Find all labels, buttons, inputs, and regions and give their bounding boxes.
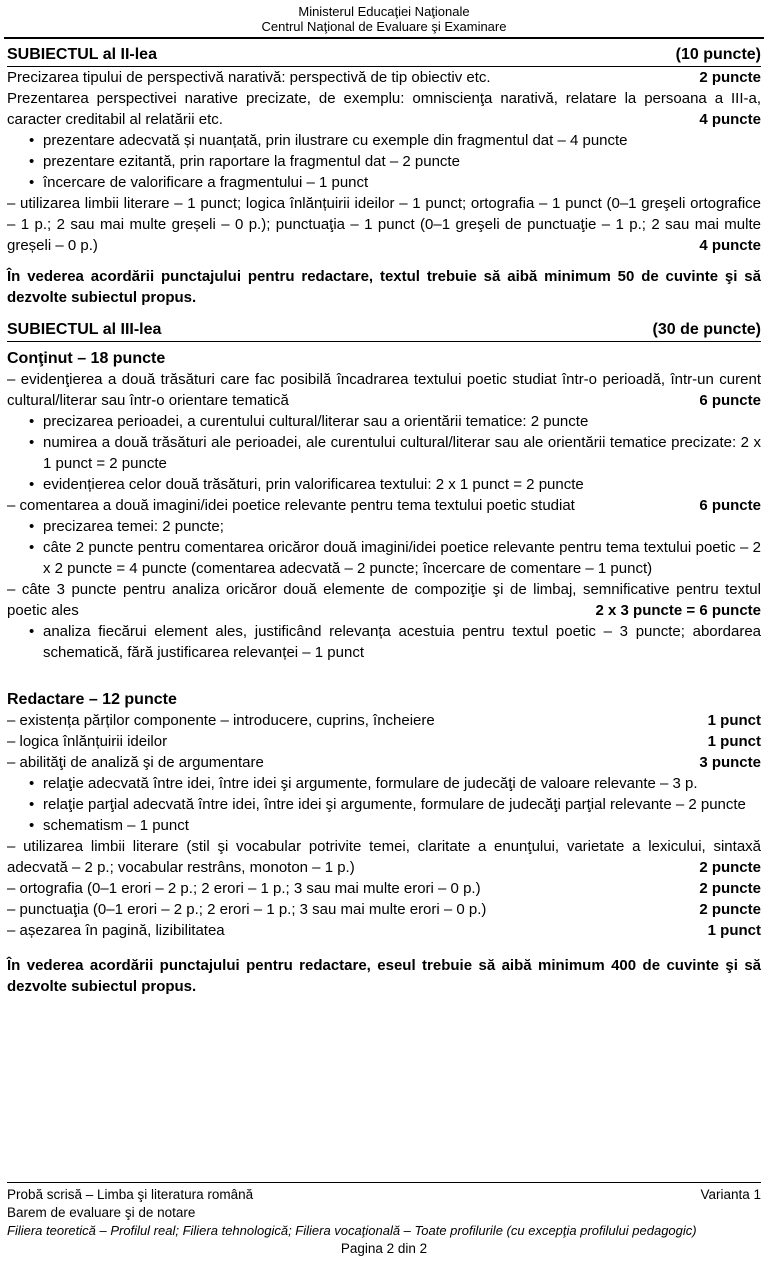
footer-exam-row	[7, 1186, 761, 1204]
subject2-title: SUBIECTUL al II-lea	[7, 46, 157, 63]
criterion-points: 1 punct	[707, 733, 761, 750]
criterion-points: 6 puncte	[699, 392, 761, 409]
content-subheading: Conţinut – 18 puncte	[7, 350, 166, 367]
criterion-row	[7, 369, 761, 411]
criterion-points: 1 punct	[707, 922, 761, 939]
header-divider	[4, 37, 764, 39]
criterion-points: 1 punct	[707, 712, 761, 729]
criterion-text: – comentarea a două imagini/idei poetice relevante pentru tema textului poetic studiat	[7, 497, 575, 514]
criterion-row	[7, 920, 761, 941]
criterion-text: – punctuaţia (0–1 erori – 2 p.; 2 erori – 1 p.; 3 sau mai multe erori – 0 p.)	[7, 901, 487, 918]
criterion-points: 2 x 3 puncte = 6 puncte	[595, 602, 761, 619]
center-name: Centrul Naţional de Evaluare şi Examinare	[261, 19, 507, 34]
footer-doc-type: Barem de evaluare şi de notare	[7, 1205, 196, 1220]
criterion-text: – utilizarea limbii literare (stil şi vocabular potrivite temei, claritate a enunţului, varietate a lexicului, sintaxă adecvată – 2 p.; vocabular restrâns, monoton – 1 p.)	[7, 838, 761, 876]
criterion-row	[7, 88, 761, 130]
subject3-points: (30 de puncte)	[652, 321, 761, 338]
criterion-text: – utilizarea limbii literare – 1 punct; logica înlănțuirii ideilor – 1 punct; ortografia – 1 punct (0–1 greşeli ortografice – 1 p.; 2 sau mai multe greșeli – 0 p.); punctuaţia – 1 punct (0–1 greşeli de punctuaţie – 1 p.; 2 sau mai multe greșeli – 0 p.)	[7, 195, 761, 254]
criterion-points: 2 puncte	[699, 880, 761, 897]
subject2-note: În vederea acordării punctajului pentru redactare, textul trebuie să aibă minimum 50 de cuvinte şi să dezvolte subiectul propus.	[7, 268, 761, 306]
criterion-text: Prezentarea perspectivei narative precizate, de exemplu: omniscienţa narativă, relatare la persoana a III-a, caracter creditabil al relatării etc.	[7, 90, 761, 128]
criterion-points: 2 puncte	[699, 859, 761, 876]
bullet-item: • analiza fiecărui element ales, justificând relevanța acestuia pentru textul poetic – 3 puncte; abordarea schematică, fără justificarea relevanței – 1 punct	[28, 621, 761, 663]
bullet-item: • evidențierea celor două trăsături, prin valorificarea textului: 2 x 1 punct = 2 puncte	[28, 474, 761, 495]
criterion-text: – evidenţierea a două trăsături care fac posibilă încadrarea textului poetic studiat într-o perioadă, într-un curent cultural/literar sau într-o orientare tematică	[7, 371, 761, 409]
criterion-row	[7, 67, 761, 88]
subject3-note: În vederea acordării punctajului pentru redactare, eseul trebuie să aibă minimum 400 de cuvinte şi să dezvolte subiectul propus.	[7, 957, 761, 995]
ministry-header	[7, 4, 761, 34]
criterion-row	[7, 878, 761, 899]
criterion-row	[7, 579, 761, 621]
ministry-name: Ministerul Educaţiei Naţionale	[298, 4, 470, 19]
bullet-item: • precizarea temei: 2 puncte;	[28, 516, 761, 537]
criterion-row	[7, 710, 761, 731]
footer-track-info: Filiera teoretică – Profilul real; Filiera tehnologică; Filiera vocaţională – Toate profilurile (cu excepţia profilului pedagogic)	[7, 1223, 697, 1238]
criterion-points: 3 puncte	[699, 754, 761, 771]
criterion-text: – abilităţi de analiză şi de argumentare	[7, 754, 264, 771]
criterion-row	[7, 752, 761, 773]
criterion-points: 2 puncte	[699, 69, 761, 86]
bullet-item: • precizarea perioadei, a curentului cultural/literar sau a orientării tematice: 2 puncte	[28, 411, 761, 432]
bullet-item: • încercare de valorificare a fragmentului – 1 punct	[28, 172, 761, 193]
page-footer	[7, 1182, 761, 1258]
bullet-item: • relaţie parţial adecvată între idei, între idei şi argumente, formulare de judecăţi parţial relevante – 2 puncte	[28, 794, 761, 815]
footer-page-number: Pagina 2 din 2	[340, 1241, 428, 1256]
criterion-points: 4 puncte	[699, 111, 761, 128]
criterion-points: 2 puncte	[699, 901, 761, 918]
footer-exam-name: Probă scrisă – Limba şi literatura română	[7, 1187, 254, 1202]
bullet-item: • numirea a două trăsături ale perioadei, ale curentului cultural/literar sau ale orientării tematice precizate: 2 x 1 punct = 2 puncte	[28, 432, 761, 474]
criterion-text: – ortografia (0–1 erori – 2 p.; 2 erori – 1 p.; 3 sau mai multe erori – 0 p.)	[7, 880, 481, 897]
criterion-row	[7, 731, 761, 752]
criterion-row	[7, 495, 761, 516]
criterion-points: 4 puncte	[699, 237, 761, 254]
criterion-text: Precizarea tipului de perspectivă narativă: perspectivă de tip obiectiv etc.	[7, 69, 491, 86]
criterion-row	[7, 193, 761, 256]
bullet-item: • schematism – 1 punct	[28, 815, 761, 836]
criterion-text: – existența părților componente – introducere, cuprins, încheiere	[7, 712, 435, 729]
bullet-item: • prezentare ezitantă, prin raportare la fragmentul dat – 2 puncte	[28, 151, 761, 172]
criterion-row	[7, 836, 761, 878]
subject3-title: SUBIECTUL al III-lea	[7, 321, 162, 338]
criterion-row	[7, 899, 761, 920]
bullet-item: • câte 2 puncte pentru comentarea oricăror două imagini/idei poetice relevante pentru tema textului poetic – 2 x 2 puncte = 4 puncte (comentarea adecvată – 2 puncte; încercare de comentare – 1 punct)	[28, 537, 761, 579]
bullet-item: • prezentare adecvată și nuanțată, prin ilustrare cu exemple din fragmentul dat – 4 puncte	[28, 130, 761, 151]
subject2-heading	[7, 45, 761, 67]
criterion-text: – așezarea în pagină, lizibilitatea	[7, 922, 225, 939]
criterion-points: 6 puncte	[699, 497, 761, 514]
criterion-text: – logica înlănțuirii ideilor	[7, 733, 168, 750]
subject3-heading	[7, 320, 761, 342]
footer-variant: Varianta 1	[700, 1187, 761, 1202]
redactare-subheading: Redactare – 12 puncte	[7, 691, 177, 708]
bullet-item: • relaţie adecvată între idei, între idei şi argumente, formulare de judecăţi de valoare relevante – 3 p.	[28, 773, 761, 794]
criterion-text: – câte 3 puncte pentru analiza oricăror două elemente de compoziţie şi de limbaj, semnificative pentru textul poetic ales	[7, 581, 761, 619]
subject2-points: (10 puncte)	[675, 46, 761, 63]
